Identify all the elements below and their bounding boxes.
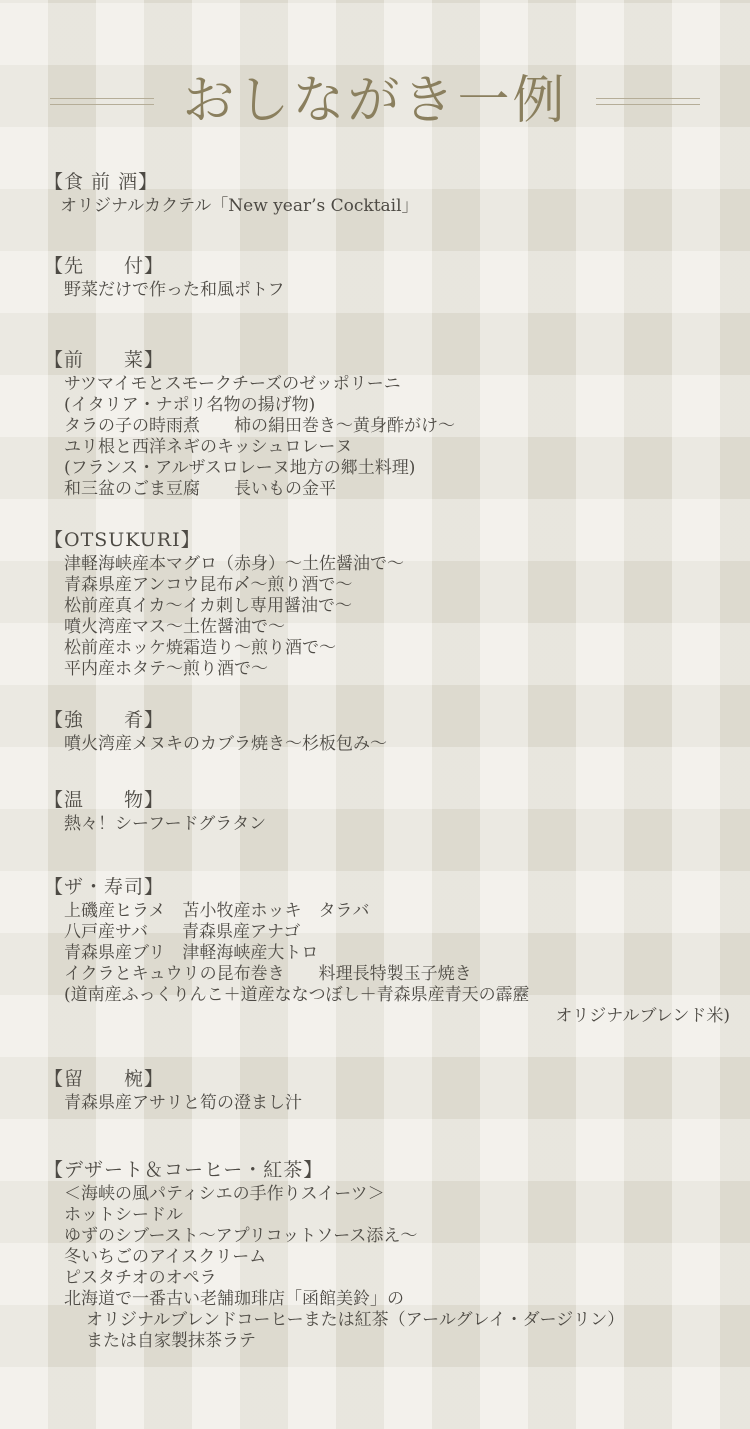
menu-item: 噴火湾産マス～土佐醤油で～ xyxy=(64,617,285,637)
menu-item: イクラとキュウリの昆布巻き 料理長特製玉子焼き xyxy=(64,964,472,984)
menu-item: オリジナルブレンド米) xyxy=(555,1006,730,1026)
menu-section-shiizakana xyxy=(44,706,744,755)
menu-item: 北海道で一番古い老舗珈琲店「函館美鈴」の xyxy=(64,1289,404,1309)
menu-item: 松前産真イカ～イカ刺し専用醤油で～ xyxy=(64,596,352,616)
menu-item: 上磯産ヒラメ 苫小牧産ホッキ タラバ xyxy=(64,901,370,921)
menu-item: 青森県産アンコウ昆布〆～煎り酒で～ xyxy=(64,575,353,595)
section-heading: 【食 前 酒】 xyxy=(44,171,159,193)
title-banner xyxy=(0,58,750,144)
menu-item: (道南産ふっくりんこ＋道産ななつぼし＋青森県産青天の霹靂 xyxy=(64,985,530,1005)
menu-section-sushi xyxy=(44,873,744,1027)
menu-item: 噴火湾産メヌキのカブラ焼き～杉板包み～ xyxy=(64,734,387,754)
section-heading: 【OTSUKURI】 xyxy=(44,529,201,551)
menu-section-tomewan xyxy=(44,1065,744,1114)
menu-item: (フランス・アルザスロレーヌ地方の郷土料理) xyxy=(64,458,416,478)
menu-section-aperitif xyxy=(44,168,744,217)
menu-item: 熱々！シーフードグラタン xyxy=(64,814,267,834)
menu-section-atsumono xyxy=(44,786,744,835)
menu-item: 八戸産サバ 青森県産アナゴ xyxy=(64,922,301,942)
menu-item: または自家製抹茶ラテ xyxy=(86,1331,256,1351)
menu-item: 冬いちごのアイスクリーム xyxy=(64,1247,267,1267)
menu-item: ユリ根と西洋ネギのキッシュロレーヌ xyxy=(64,437,353,457)
menu-item: サツマイモとスモークチーズのゼッポリーニ xyxy=(64,374,401,394)
page-title: おしながき一例 xyxy=(182,71,568,131)
menu-item: ＜海峡の風パティシエの手作りスイーツ＞ xyxy=(64,1184,385,1204)
menu-item: 平内産ホタテ～煎り酒で～ xyxy=(64,659,268,679)
section-heading: 【デザート＆コーヒー・紅茶】 xyxy=(44,1159,324,1181)
menu-item: 和三盆のごま豆腐 長いもの金平 xyxy=(64,479,336,499)
menu-item: オリジナルカクテル「New year’s Cocktail」 xyxy=(60,196,419,216)
title-rule-right xyxy=(596,98,700,105)
menu-section-sakizuke xyxy=(44,252,744,301)
section-heading: 【前 菜】 xyxy=(44,349,165,371)
section-heading: 【ザ・寿司】 xyxy=(44,876,165,898)
menu-item: 青森県産ブリ 津軽海峡産大トロ xyxy=(64,943,319,963)
menu-item: 津軽海峡産本マグロ（赤身）～土佐醤油で～ xyxy=(64,554,404,574)
menu-section-dessert xyxy=(44,1156,744,1352)
section-heading: 【温 物】 xyxy=(44,789,165,811)
menu-list xyxy=(44,168,744,1352)
menu-item: (イタリア・ナポリ名物の揚げ物) xyxy=(64,395,316,415)
menu-section-otsukuri xyxy=(44,526,744,680)
menu-item: タラの子の時雨煮 柿の絹田巻き～黄身酢がけ～ xyxy=(64,416,455,436)
menu-item: 松前産ホッケ焼霜造り～煎り酒で～ xyxy=(64,638,336,658)
menu-item: ホットシードル xyxy=(64,1205,183,1225)
menu-item: 野菜だけで作った和風ポトフ xyxy=(64,280,285,300)
section-heading: 【強 肴】 xyxy=(44,709,165,731)
menu-item: ピスタチオのオペラ xyxy=(64,1268,217,1288)
section-heading: 【留 椀】 xyxy=(44,1068,165,1090)
section-heading: 【先 付】 xyxy=(44,255,165,277)
menu-item: ゆずのシブースト～アプリコットソース添え～ xyxy=(64,1226,418,1246)
menu-item: オリジナルブレンドコーヒーまたは紅茶（アールグレイ・ダージリン） xyxy=(86,1310,625,1330)
menu-item: 青森県産アサリと筍の澄まし汁 xyxy=(64,1093,302,1113)
menu-section-zensai xyxy=(44,346,744,500)
